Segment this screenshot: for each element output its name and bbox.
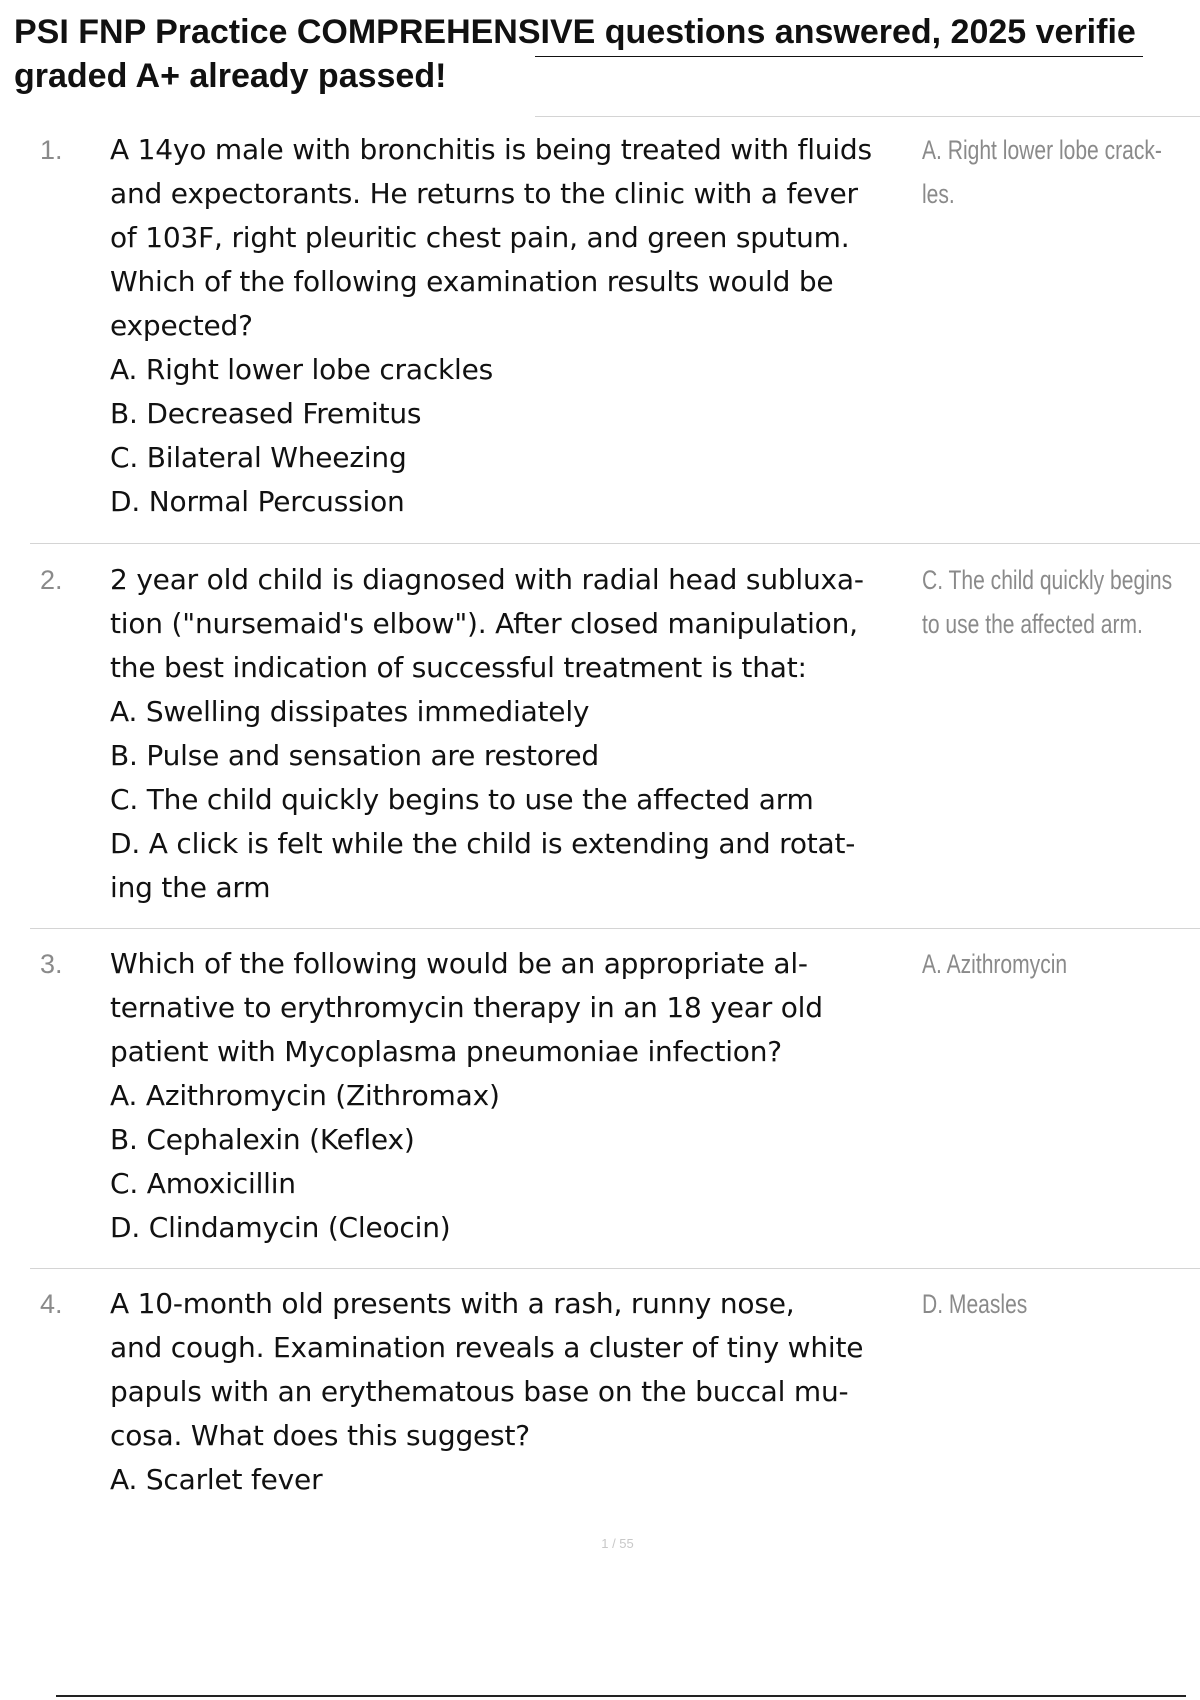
answer-option-c: C. The child quickly begins to use the affected arm	[110, 783, 814, 816]
document-title-line-1: PSI FNP Practice COMPREHENSIVE questions answered, 2025 verifie	[14, 13, 1136, 51]
question-text-line: expected?	[110, 309, 253, 342]
question-text-line: tion ("nursemaid's elbow"). After closed manipulation,	[110, 607, 858, 640]
question-number: 2.	[40, 565, 63, 595]
question-text-line: 2 year old child is diagnosed with radial head subluxa-	[110, 563, 864, 596]
question-text-line: and cough. Examination reveals a cluster of tiny white	[110, 1331, 864, 1364]
title-underline	[535, 56, 1143, 57]
answer-option-d: D. Clindamycin (Cleocin)	[110, 1211, 451, 1244]
page-bottom-rule	[56, 1695, 1186, 1697]
document-title	[14, 10, 1200, 98]
question-text-line: ternative to erythromycin therapy in an 18 year old	[110, 991, 823, 1024]
question-text-line: papuls with an erythematous base on the buccal mu-	[110, 1375, 849, 1408]
question-text-line: Which of the following would be an appropriate al-	[110, 947, 808, 980]
answer-option-a: A. Azithromycin (Zithromax)	[110, 1079, 500, 1112]
question-text-line: A 14yo male with bronchitis is being treated with fluids	[110, 133, 872, 166]
document-title-line-2: graded A+ already passed!	[14, 57, 447, 95]
answer-option-a: A. Scarlet fever	[110, 1463, 323, 1496]
question-body	[110, 942, 922, 1250]
question-number: 4.	[40, 1289, 63, 1319]
answer-option-b: B. Pulse and sensation are restored	[110, 739, 599, 772]
question-text-line: and expectorants. He returns to the clinic with a fever	[110, 177, 858, 210]
answer-option-c: C. Bilateral Wheezing	[110, 441, 407, 474]
question-body	[110, 558, 922, 910]
correct-answer-line: to use the affected arm.	[922, 609, 1143, 639]
answer-option-d: D. Normal Percussion	[110, 485, 405, 518]
correct-answer-line: les.	[922, 179, 955, 209]
correct-answer	[922, 1282, 1187, 1326]
question-number: 3.	[40, 949, 63, 979]
correct-answer-line: A. Right lower lobe crack-	[922, 135, 1162, 165]
correct-answer-line: A. Azithromycin	[922, 949, 1068, 979]
question-text-line: patient with Mycoplasma pneumoniae infection?	[110, 1035, 782, 1068]
correct-answer-line: C. The child quickly begins	[922, 565, 1173, 595]
question-text-line: cosa. What does this suggest?	[110, 1419, 530, 1452]
question-text-line: A 10-month old presents with a rash, runny nose,	[110, 1287, 795, 1320]
question-divider	[30, 928, 1200, 929]
answer-option-a: A. Right lower lobe crackles	[110, 353, 494, 386]
answer-option-d: D. A click is felt while the child is extending and rotat-	[110, 827, 856, 860]
question-text-line: the best indication of successful treatment is that:	[110, 651, 807, 684]
answer-option-a: A. Swelling dissipates immediately	[110, 695, 590, 728]
question-text-line: Which of the following examination results would be	[110, 265, 834, 298]
question-divider	[30, 543, 1200, 544]
header-divider	[535, 116, 1200, 117]
answer-option-d-continued: ing the arm	[110, 871, 271, 904]
question-text-line: of 103F, right pleuritic chest pain, and green sputum.	[110, 221, 850, 254]
question-body	[110, 1282, 922, 1502]
correct-answer	[922, 558, 1187, 646]
page-number: 1 / 55	[601, 1536, 634, 1551]
question-number: 1.	[40, 135, 63, 165]
answer-option-b: B. Cephalexin (Keflex)	[110, 1123, 415, 1156]
correct-answer	[922, 942, 1187, 986]
question-body	[110, 128, 922, 524]
correct-answer	[922, 128, 1187, 216]
answer-option-b: B. Decreased Fremitus	[110, 397, 422, 430]
correct-answer-line: D. Measles	[922, 1289, 1028, 1319]
answer-option-c: C. Amoxicillin	[110, 1167, 296, 1200]
question-divider	[30, 1268, 1200, 1269]
